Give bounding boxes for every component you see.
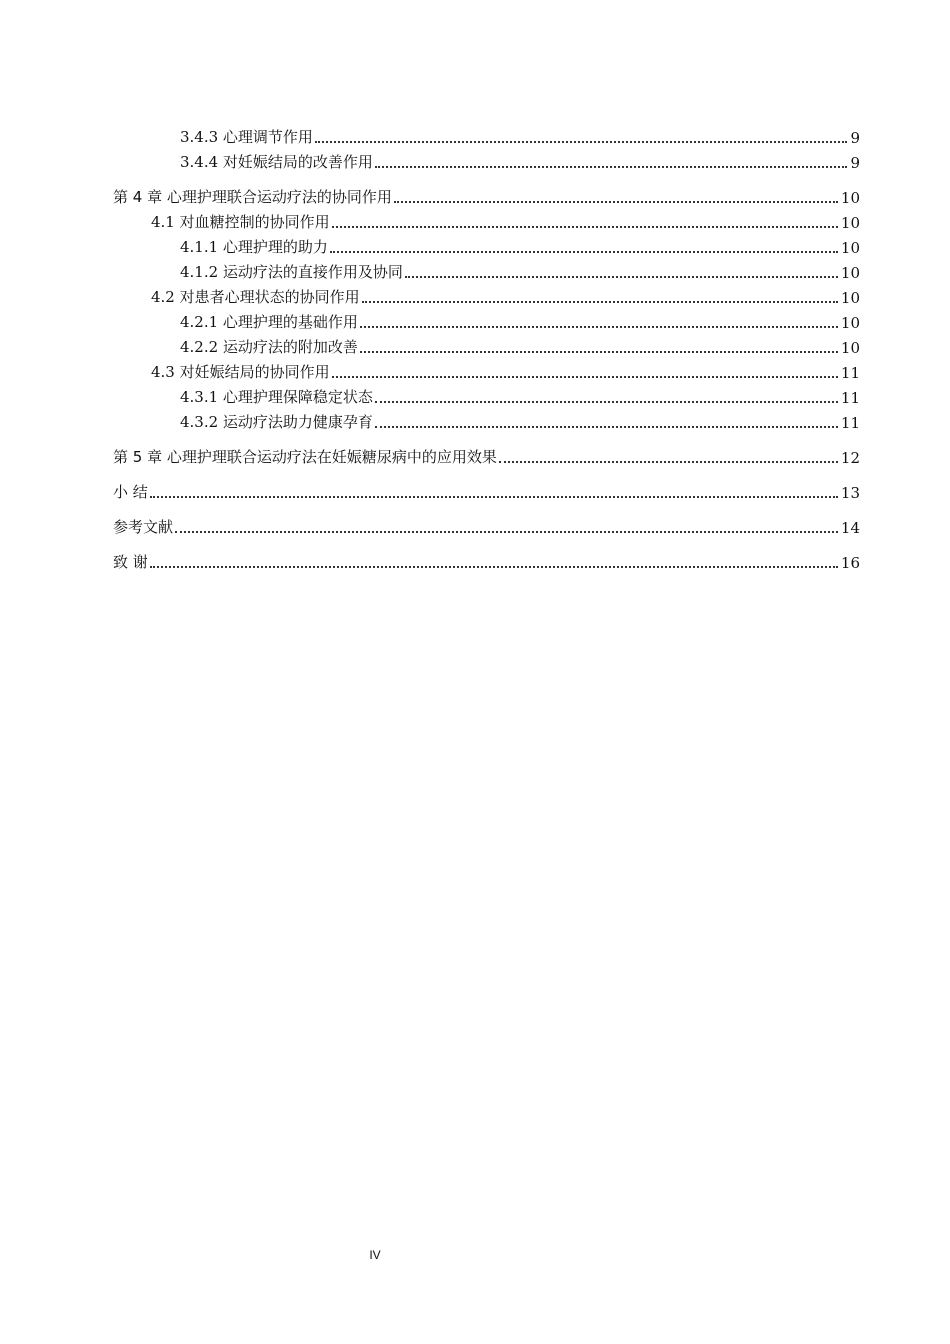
toc-entry-title: 参考文献 [113, 518, 174, 536]
toc-entry[interactable] [113, 124, 860, 149]
dot-leader [315, 141, 848, 143]
toc-entry-title: 4.3.1 心理护理保障稳定状态 [180, 388, 373, 406]
toc-entry-page-number: 14 [840, 519, 860, 537]
toc-entry-page-number: 13 [840, 484, 860, 502]
toc-entry-title: 第 4 章 心理护理联合运动疗法的协同作用 [113, 188, 392, 206]
toc-entry[interactable] [113, 234, 860, 259]
toc-entry-title: 3.4.4 对妊娠结局的改善作用 [180, 153, 373, 171]
dot-leader [330, 251, 838, 253]
toc-entry-title: 4.3.2 运动疗法助力健康孕育 [180, 413, 373, 431]
toc-entry-page-number: 9 [850, 154, 860, 172]
dot-leader [375, 401, 838, 403]
toc-entry-title: 4.1 对血糖控制的协同作用 [151, 213, 330, 231]
toc-entry[interactable] [113, 384, 860, 409]
toc-entry-title: 4.1.2 运动疗法的直接作用及协同 [180, 263, 403, 281]
toc-entry-title: 4.2.1 心理护理的基础作用 [180, 313, 358, 331]
toc-entry-title: 4.3 对妊娠结局的协同作用 [151, 363, 330, 381]
toc-entry[interactable] [113, 334, 860, 359]
toc-entry-title: 小 结 [113, 483, 148, 501]
toc-entry-page-number: 10 [840, 289, 860, 307]
toc-entry-page-number: 10 [840, 314, 860, 332]
dot-leader [332, 226, 838, 228]
dot-leader [405, 276, 838, 278]
dot-leader [360, 351, 838, 353]
toc-entry[interactable] [113, 149, 860, 174]
toc-entry-title: 4.2 对患者心理状态的协同作用 [151, 288, 360, 306]
toc-entry-page-number: 12 [840, 449, 860, 467]
toc-entry[interactable] [113, 409, 860, 434]
toc-entry-title: 4.2.2 运动疗法的附加改善 [180, 338, 358, 356]
toc-entry[interactable] [113, 309, 860, 334]
dot-leader [375, 166, 848, 168]
toc-entry-title: 3.4.3 心理调节作用 [180, 128, 313, 146]
toc-entry-page-number: 10 [840, 264, 860, 282]
toc-entry-page-number: 10 [840, 189, 860, 207]
dot-leader [499, 461, 838, 463]
dot-leader [360, 326, 838, 328]
dot-leader [362, 301, 838, 303]
toc-entry[interactable] [113, 209, 860, 234]
toc-entry[interactable] [113, 504, 860, 539]
toc-entry-page-number: 16 [840, 554, 860, 572]
toc-entry-title: 4.1.1 心理护理的助力 [180, 238, 328, 256]
dot-leader [150, 566, 838, 568]
toc-entry-page-number: 9 [850, 129, 860, 147]
toc-entry[interactable] [113, 174, 860, 209]
toc-entry[interactable] [113, 259, 860, 284]
dot-leader [175, 531, 838, 533]
toc-entry-page-number: 11 [840, 414, 860, 432]
toc-entry[interactable] [113, 539, 860, 574]
dot-leader [332, 376, 838, 378]
dot-leader [375, 426, 838, 428]
toc-entry-page-number: 11 [840, 364, 860, 382]
toc-entry-page-number: 11 [840, 389, 860, 407]
toc-entry-page-number: 10 [840, 339, 860, 357]
page-number: IV [369, 1248, 381, 1262]
toc-entry[interactable] [113, 434, 860, 469]
toc-entry-title: 致 谢 [113, 553, 148, 571]
dot-leader [150, 496, 838, 498]
toc-entry[interactable] [113, 469, 860, 504]
toc-entry-page-number: 10 [840, 214, 860, 232]
toc-entry[interactable] [113, 359, 860, 384]
dot-leader [394, 201, 838, 203]
table-of-contents [113, 124, 860, 574]
toc-entry-page-number: 10 [840, 239, 860, 257]
toc-entry-title: 第 5 章 心理护理联合运动疗法在妊娠糖尿病中的应用效果 [113, 448, 497, 466]
toc-entry[interactable] [113, 284, 860, 309]
